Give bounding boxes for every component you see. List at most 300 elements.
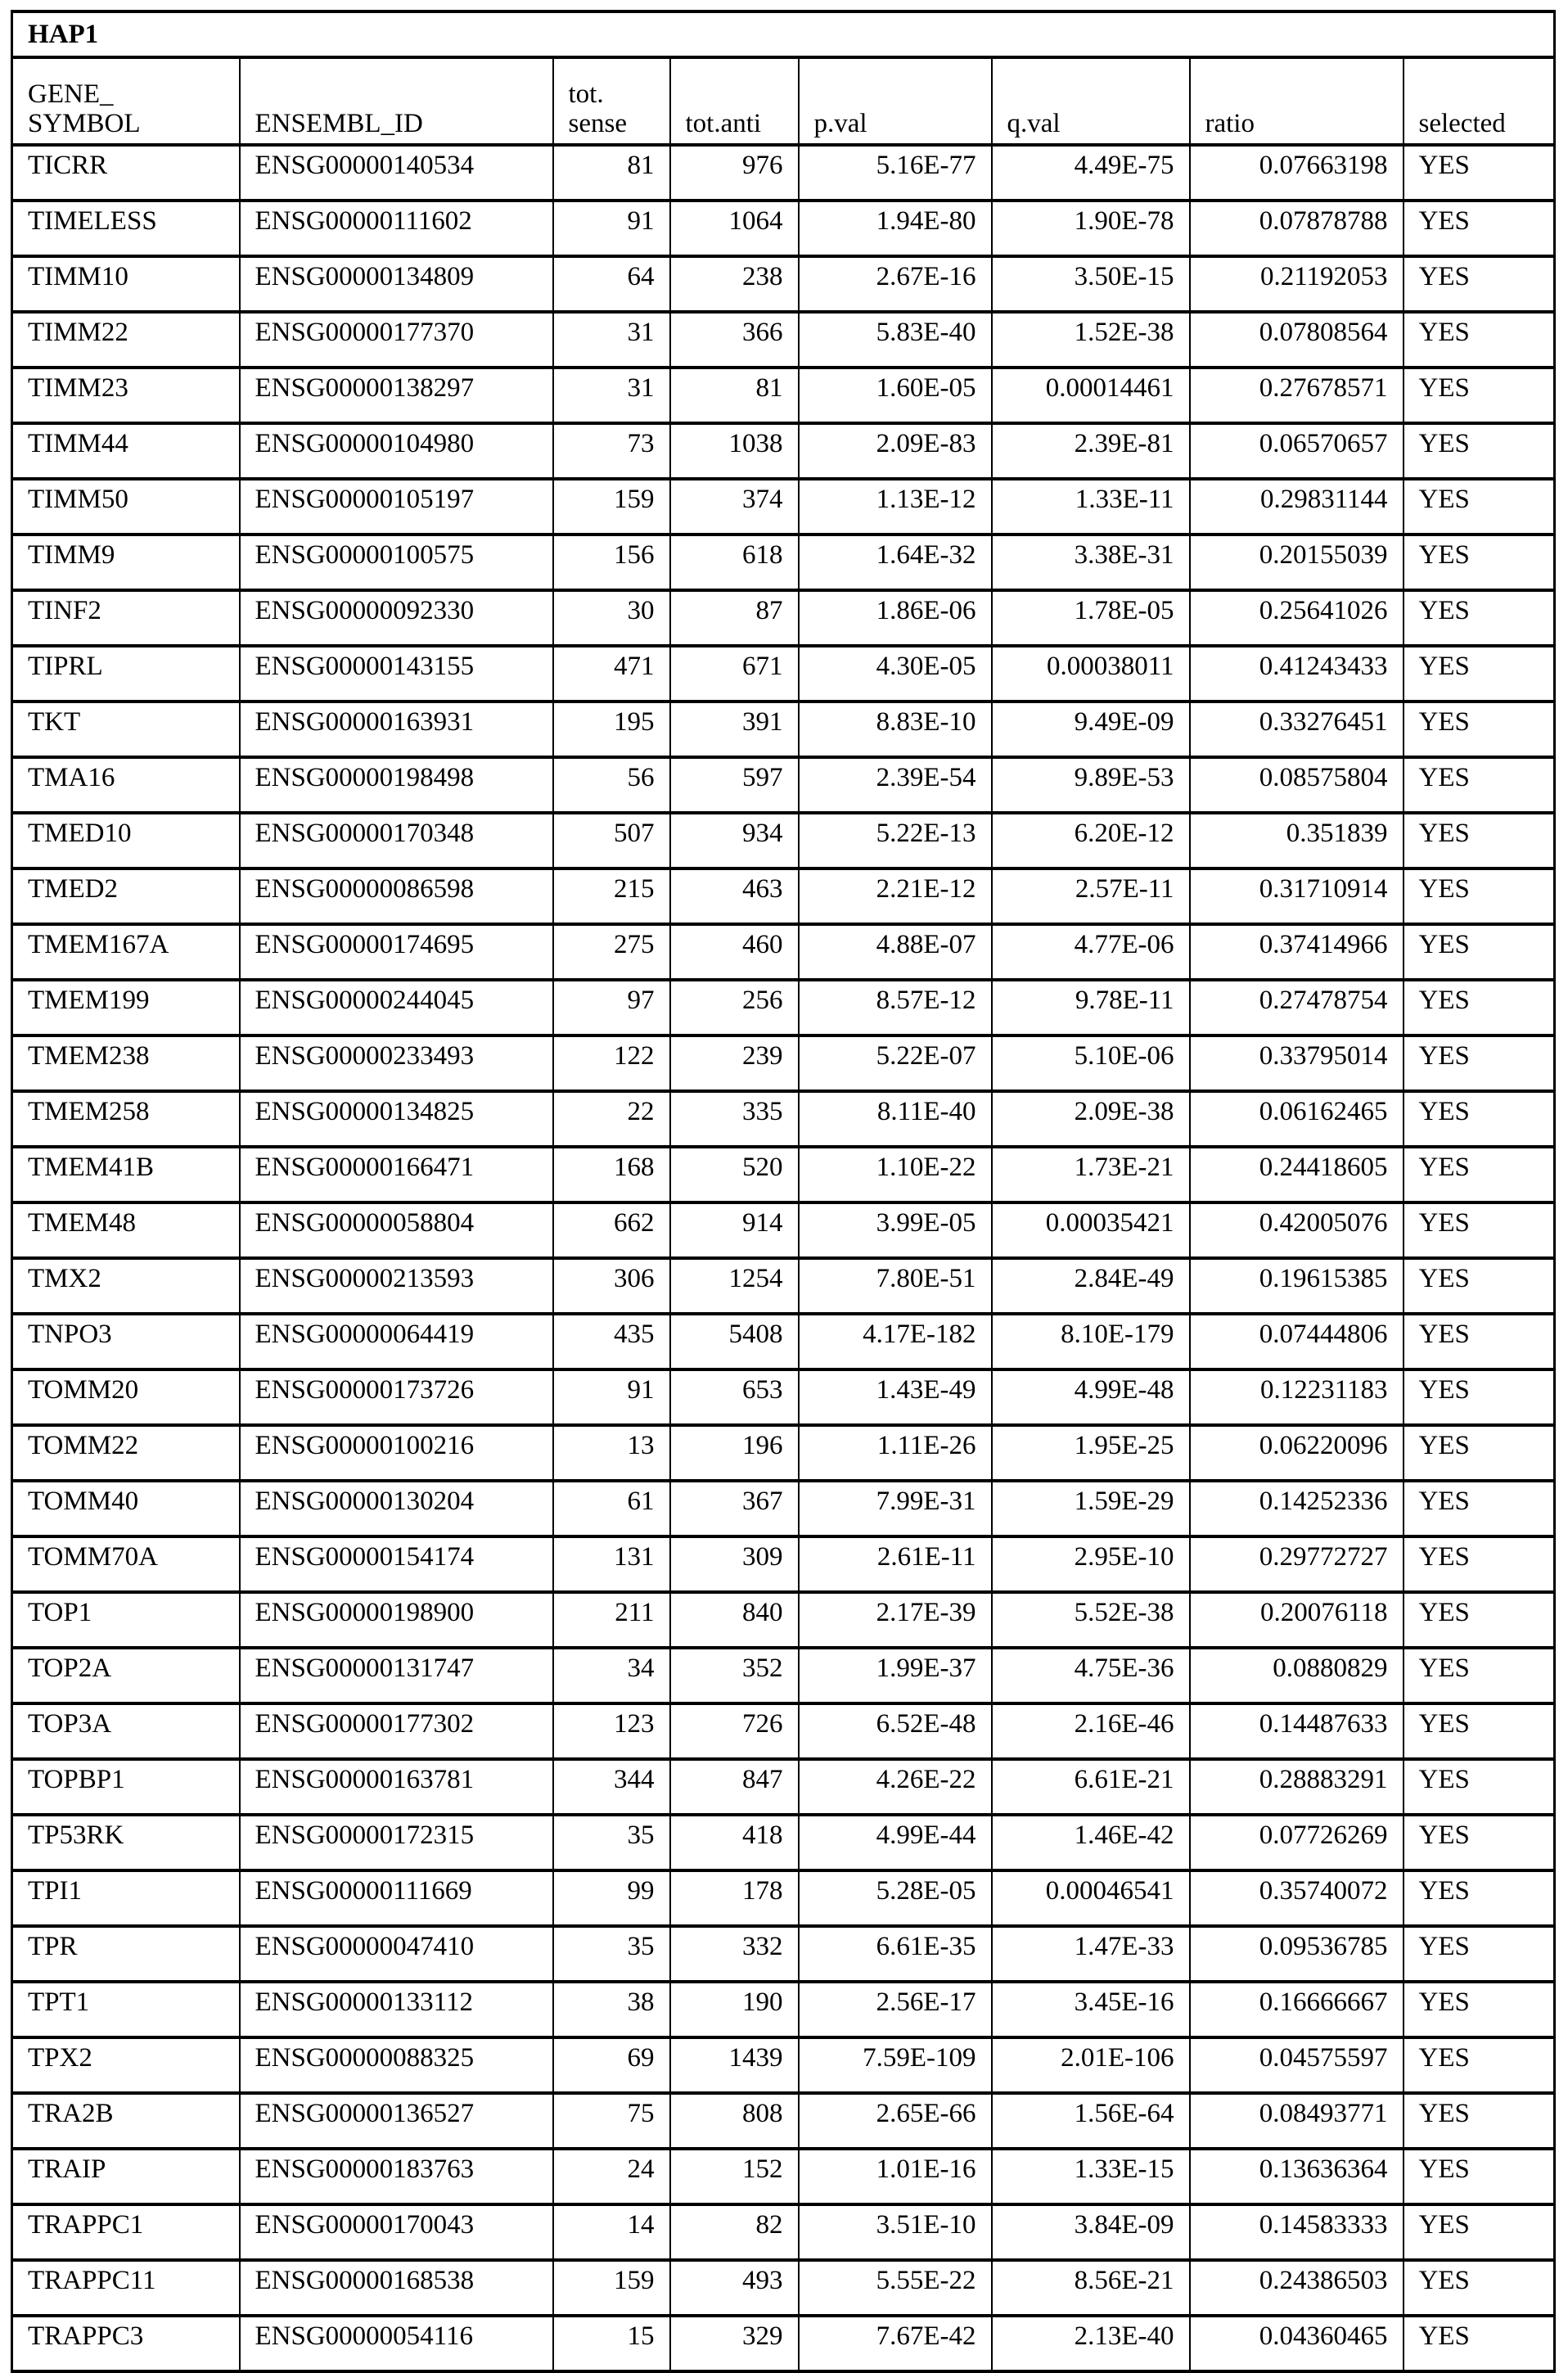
gene-symbol-cell: TOMM70A <box>12 1536 240 1592</box>
q-val-cell: 2.09E-38 <box>992 1091 1190 1147</box>
q-val-cell: 3.38E-31 <box>992 535 1190 590</box>
column-header-row <box>12 57 1555 145</box>
table-row <box>12 1926 1555 1982</box>
tot-sense-cell: 30 <box>553 590 670 646</box>
q-val-cell: 9.89E-53 <box>992 757 1190 813</box>
table-row <box>12 1369 1555 1425</box>
p-val-cell: 2.09E-83 <box>799 423 992 479</box>
ratio-cell: 0.25641026 <box>1190 590 1404 646</box>
gene-symbol-cell: TPR <box>12 1926 240 1982</box>
ratio-cell: 0.37414966 <box>1190 924 1404 980</box>
gene-symbol-cell: TPI1 <box>12 1870 240 1926</box>
p-val-cell: 1.11E-26 <box>799 1425 992 1481</box>
tot-sense-cell: 211 <box>553 1592 670 1648</box>
tot-sense-cell: 24 <box>553 2149 670 2204</box>
p-val-cell: 6.61E-35 <box>799 1926 992 1982</box>
table-row <box>12 924 1555 980</box>
tot-sense-cell: 195 <box>553 702 670 757</box>
q-val-cell: 5.52E-38 <box>992 1592 1190 1648</box>
tot-sense-cell: 344 <box>553 1759 670 1815</box>
tot-anti-cell: 309 <box>670 1536 799 1592</box>
ensembl-id-cell: ENSG00000092330 <box>240 590 553 646</box>
ratio-cell: 0.06570657 <box>1190 423 1404 479</box>
selected-cell: YES <box>1404 702 1555 757</box>
table-row <box>12 1648 1555 1703</box>
p-val-cell: 1.64E-32 <box>799 535 992 590</box>
tot-sense-cell: 81 <box>553 145 670 201</box>
ratio-cell: 0.09536785 <box>1190 1926 1404 1982</box>
p-val-cell: 5.16E-77 <box>799 145 992 201</box>
tot-sense-cell: 168 <box>553 1147 670 1202</box>
gene-symbol-cell: TMA16 <box>12 757 240 813</box>
table-row <box>12 423 1555 479</box>
q-val-cell: 2.16E-46 <box>992 1703 1190 1759</box>
tot-anti-cell: 238 <box>670 256 799 312</box>
q-val-cell: 6.61E-21 <box>992 1759 1190 1815</box>
tot-anti-cell: 82 <box>670 2204 799 2260</box>
tot-anti-cell: 196 <box>670 1425 799 1481</box>
selected-cell: YES <box>1404 1592 1555 1648</box>
p-val-cell: 2.21E-12 <box>799 868 992 924</box>
ensembl-id-cell: ENSG00000177302 <box>240 1703 553 1759</box>
selected-cell: YES <box>1404 535 1555 590</box>
q-val-cell: 1.33E-15 <box>992 2149 1190 2204</box>
gene-symbol-cell: TIMM44 <box>12 423 240 479</box>
ratio-cell: 0.14252336 <box>1190 1481 1404 1536</box>
tot-anti-cell: 1254 <box>670 1258 799 1314</box>
gene-symbol-cell: TMEM258 <box>12 1091 240 1147</box>
tot-sense-cell: 215 <box>553 868 670 924</box>
ratio-cell: 0.14487633 <box>1190 1703 1404 1759</box>
tot-anti-cell: 460 <box>670 924 799 980</box>
selected-cell: YES <box>1404 1425 1555 1481</box>
tot-sense-cell: 507 <box>553 813 670 868</box>
tot-anti-cell: 520 <box>670 1147 799 1202</box>
ratio-cell: 0.14583333 <box>1190 2204 1404 2260</box>
p-val-cell: 5.22E-13 <box>799 813 992 868</box>
table-row <box>12 1703 1555 1759</box>
selected-cell: YES <box>1404 1870 1555 1926</box>
ratio-cell: 0.08493771 <box>1190 2093 1404 2149</box>
q-val-cell: 1.52E-38 <box>992 312 1190 368</box>
gene-symbol-cell: TNPO3 <box>12 1314 240 1369</box>
tot-anti-cell: 5408 <box>670 1314 799 1369</box>
selected-cell: YES <box>1404 201 1555 256</box>
gene-symbol-cell: TMEM167A <box>12 924 240 980</box>
tot-anti-cell: 840 <box>670 1592 799 1648</box>
table-row <box>12 256 1555 312</box>
table-row <box>12 145 1555 201</box>
q-val-cell: 2.95E-10 <box>992 1536 1190 1592</box>
table-row <box>12 2260 1555 2316</box>
ensembl-id-cell: ENSG00000183763 <box>240 2149 553 2204</box>
q-val-cell: 2.39E-81 <box>992 423 1190 479</box>
ensembl-id-cell: ENSG00000154174 <box>240 1536 553 1592</box>
gene-symbol-cell: TRA2B <box>12 2093 240 2149</box>
table-row <box>12 2093 1555 2149</box>
gene-symbol-cell: TOPBP1 <box>12 1759 240 1815</box>
tot-anti-cell: 671 <box>670 646 799 702</box>
p-val-cell: 2.67E-16 <box>799 256 992 312</box>
ensembl-id-cell: ENSG00000136527 <box>240 2093 553 2149</box>
tot-sense-cell: 35 <box>553 1815 670 1870</box>
gene-symbol-cell: TMEM238 <box>12 1035 240 1091</box>
ratio-cell: 0.07808564 <box>1190 312 1404 368</box>
ensembl-id-cell: ENSG00000170348 <box>240 813 553 868</box>
q-val-cell: 2.84E-49 <box>992 1258 1190 1314</box>
gene-symbol-cell: TP53RK <box>12 1815 240 1870</box>
ratio-cell: 0.07663198 <box>1190 145 1404 201</box>
selected-cell: YES <box>1404 2149 1555 2204</box>
ensembl-id-cell: ENSG00000047410 <box>240 1926 553 1982</box>
selected-cell: YES <box>1404 2260 1555 2316</box>
selected-cell: YES <box>1404 1815 1555 1870</box>
gene-symbol-cell: TICRR <box>12 145 240 201</box>
p-val-cell: 1.94E-80 <box>799 201 992 256</box>
header-gene-symbol: GENE_ SYMBOL <box>12 57 240 145</box>
gene-symbol-cell: TIMM22 <box>12 312 240 368</box>
ensembl-id-cell: ENSG00000213593 <box>240 1258 553 1314</box>
tot-anti-cell: 618 <box>670 535 799 590</box>
header-selected: selected <box>1404 57 1555 145</box>
tot-anti-cell: 239 <box>670 1035 799 1091</box>
q-val-cell: 2.01E-106 <box>992 2037 1190 2093</box>
ensembl-id-cell: ENSG00000054116 <box>240 2316 553 2371</box>
ratio-cell: 0.35740072 <box>1190 1870 1404 1926</box>
ratio-cell: 0.07726269 <box>1190 1815 1404 1870</box>
ensembl-id-cell: ENSG00000198900 <box>240 1592 553 1648</box>
gene-symbol-cell: TMEM48 <box>12 1202 240 1258</box>
p-val-cell: 2.17E-39 <box>799 1592 992 1648</box>
q-val-cell: 1.47E-33 <box>992 1926 1190 1982</box>
q-val-cell: 1.90E-78 <box>992 201 1190 256</box>
gene-symbol-cell: TOMM22 <box>12 1425 240 1481</box>
header-tot-anti: tot.anti <box>670 57 799 145</box>
tot-sense-cell: 15 <box>553 2316 670 2371</box>
ratio-cell: 0.04575597 <box>1190 2037 1404 2093</box>
ensembl-id-cell: ENSG00000177370 <box>240 312 553 368</box>
q-val-cell: 1.73E-21 <box>992 1147 1190 1202</box>
table-row <box>12 702 1555 757</box>
tot-sense-cell: 156 <box>553 535 670 590</box>
gene-symbol-cell: TPT1 <box>12 1982 240 2037</box>
ratio-cell: 0.04360465 <box>1190 2316 1404 2371</box>
tot-sense-cell: 64 <box>553 256 670 312</box>
tot-sense-cell: 159 <box>553 479 670 535</box>
tot-sense-cell: 73 <box>553 423 670 479</box>
q-val-cell: 9.78E-11 <box>992 980 1190 1035</box>
gene-symbol-cell: TIMM10 <box>12 256 240 312</box>
table-row <box>12 1870 1555 1926</box>
tot-anti-cell: 1038 <box>670 423 799 479</box>
tot-anti-cell: 367 <box>670 1481 799 1536</box>
table-row <box>12 368 1555 423</box>
p-val-cell: 4.30E-05 <box>799 646 992 702</box>
tot-anti-cell: 726 <box>670 1703 799 1759</box>
q-val-cell: 3.45E-16 <box>992 1982 1190 2037</box>
selected-cell: YES <box>1404 1314 1555 1369</box>
ratio-cell: 0.24418605 <box>1190 1147 1404 1202</box>
q-val-cell: 0.00014461 <box>992 368 1190 423</box>
p-val-cell: 4.26E-22 <box>799 1759 992 1815</box>
q-val-cell: 4.77E-06 <box>992 924 1190 980</box>
ensembl-id-cell: ENSG00000173726 <box>240 1369 553 1425</box>
ratio-cell: 0.27478754 <box>1190 980 1404 1035</box>
tot-anti-cell: 178 <box>670 1870 799 1926</box>
table-row <box>12 646 1555 702</box>
selected-cell: YES <box>1404 590 1555 646</box>
table-row <box>12 1091 1555 1147</box>
table-row <box>12 1481 1555 1536</box>
ensembl-id-cell: ENSG00000140534 <box>240 145 553 201</box>
tot-anti-cell: 463 <box>670 868 799 924</box>
table-row <box>12 2316 1555 2371</box>
p-val-cell: 7.99E-31 <box>799 1481 992 1536</box>
selected-cell: YES <box>1404 1648 1555 1703</box>
ratio-cell: 0.41243433 <box>1190 646 1404 702</box>
ensembl-id-cell: ENSG00000174695 <box>240 924 553 980</box>
tot-sense-cell: 97 <box>553 980 670 1035</box>
ensembl-id-cell: ENSG00000100216 <box>240 1425 553 1481</box>
p-val-cell: 6.52E-48 <box>799 1703 992 1759</box>
table-row <box>12 813 1555 868</box>
p-val-cell: 4.17E-182 <box>799 1314 992 1369</box>
tot-anti-cell: 374 <box>670 479 799 535</box>
p-val-cell: 2.61E-11 <box>799 1536 992 1592</box>
q-val-cell: 9.49E-09 <box>992 702 1190 757</box>
table-row <box>12 1536 1555 1592</box>
ensembl-id-cell: ENSG00000134825 <box>240 1091 553 1147</box>
selected-cell: YES <box>1404 980 1555 1035</box>
tot-sense-cell: 275 <box>553 924 670 980</box>
selected-cell: YES <box>1404 1926 1555 1982</box>
tot-anti-cell: 352 <box>670 1648 799 1703</box>
header-tot-sense: tot. sense <box>553 57 670 145</box>
gene-symbol-cell: TIMM50 <box>12 479 240 535</box>
q-val-cell: 3.50E-15 <box>992 256 1190 312</box>
tot-sense-cell: 99 <box>553 1870 670 1926</box>
tot-anti-cell: 190 <box>670 1982 799 2037</box>
ratio-cell: 0.28883291 <box>1190 1759 1404 1815</box>
p-val-cell: 1.13E-12 <box>799 479 992 535</box>
ensembl-id-cell: ENSG00000100575 <box>240 535 553 590</box>
table-row <box>12 1147 1555 1202</box>
tot-sense-cell: 61 <box>553 1481 670 1536</box>
selected-cell: YES <box>1404 1035 1555 1091</box>
table-row <box>12 1425 1555 1481</box>
ensembl-id-cell: ENSG00000170043 <box>240 2204 553 2260</box>
selected-cell: YES <box>1404 368 1555 423</box>
gene-symbol-cell: TOMM20 <box>12 1369 240 1425</box>
tot-sense-cell: 31 <box>553 368 670 423</box>
tot-anti-cell: 332 <box>670 1926 799 1982</box>
table-row <box>12 1314 1555 1369</box>
tot-sense-cell: 435 <box>553 1314 670 1369</box>
ratio-cell: 0.13636364 <box>1190 2149 1404 2204</box>
q-val-cell: 4.99E-48 <box>992 1369 1190 1425</box>
table-row <box>12 2204 1555 2260</box>
tot-sense-cell: 22 <box>553 1091 670 1147</box>
ratio-cell: 0.07444806 <box>1190 1314 1404 1369</box>
ensembl-id-cell: ENSG00000064419 <box>240 1314 553 1369</box>
gene-symbol-cell: TOP2A <box>12 1648 240 1703</box>
tot-sense-cell: 56 <box>553 757 670 813</box>
table-row <box>12 1035 1555 1091</box>
selected-cell: YES <box>1404 145 1555 201</box>
tot-anti-cell: 653 <box>670 1369 799 1425</box>
ensembl-id-cell: ENSG00000163931 <box>240 702 553 757</box>
tot-sense-cell: 13 <box>553 1425 670 1481</box>
tot-anti-cell: 976 <box>670 145 799 201</box>
tot-sense-cell: 306 <box>553 1258 670 1314</box>
gene-table <box>11 10 1556 2373</box>
q-val-cell: 4.49E-75 <box>992 145 1190 201</box>
ratio-cell: 0.07878788 <box>1190 201 1404 256</box>
ensembl-id-cell: ENSG00000233493 <box>240 1035 553 1091</box>
tot-anti-cell: 81 <box>670 368 799 423</box>
p-val-cell: 8.11E-40 <box>799 1091 992 1147</box>
tot-sense-cell: 131 <box>553 1536 670 1592</box>
table-row <box>12 535 1555 590</box>
ratio-cell: 0.08575804 <box>1190 757 1404 813</box>
gene-symbol-cell: TOP3A <box>12 1703 240 1759</box>
tot-sense-cell: 91 <box>553 201 670 256</box>
ensembl-id-cell: ENSG00000105197 <box>240 479 553 535</box>
gene-symbol-cell: TIMELESS <box>12 201 240 256</box>
tot-sense-cell: 122 <box>553 1035 670 1091</box>
table-row <box>12 1592 1555 1648</box>
table-row <box>12 590 1555 646</box>
tot-sense-cell: 31 <box>553 312 670 368</box>
table-title: HAP1 <box>12 11 1555 57</box>
table-row <box>12 1258 1555 1314</box>
tot-sense-cell: 38 <box>553 1982 670 2037</box>
tot-anti-cell: 493 <box>670 2260 799 2316</box>
q-val-cell: 1.95E-25 <box>992 1425 1190 1481</box>
ensembl-id-cell: ENSG00000088325 <box>240 2037 553 2093</box>
selected-cell: YES <box>1404 924 1555 980</box>
selected-cell: YES <box>1404 757 1555 813</box>
table-row <box>12 2149 1555 2204</box>
p-val-cell: 1.10E-22 <box>799 1147 992 1202</box>
table-row <box>12 312 1555 368</box>
tot-anti-cell: 391 <box>670 702 799 757</box>
table-row <box>12 2037 1555 2093</box>
selected-cell: YES <box>1404 1091 1555 1147</box>
ensembl-id-cell: ENSG00000244045 <box>240 980 553 1035</box>
selected-cell: YES <box>1404 423 1555 479</box>
selected-cell: YES <box>1404 646 1555 702</box>
selected-cell: YES <box>1404 1258 1555 1314</box>
ensembl-id-cell: ENSG00000131747 <box>240 1648 553 1703</box>
ratio-cell: 0.16666667 <box>1190 1982 1404 2037</box>
table-row <box>12 980 1555 1035</box>
ensembl-id-cell: ENSG00000166471 <box>240 1147 553 1202</box>
tot-anti-cell: 87 <box>670 590 799 646</box>
tot-anti-cell: 914 <box>670 1202 799 1258</box>
ratio-cell: 0.20076118 <box>1190 1592 1404 1648</box>
tot-anti-cell: 335 <box>670 1091 799 1147</box>
p-val-cell: 1.86E-06 <box>799 590 992 646</box>
tot-sense-cell: 69 <box>553 2037 670 2093</box>
ratio-cell: 0.21192053 <box>1190 256 1404 312</box>
q-val-cell: 1.33E-11 <box>992 479 1190 535</box>
ensembl-id-cell: ENSG00000133112 <box>240 1982 553 2037</box>
gene-symbol-cell: TMX2 <box>12 1258 240 1314</box>
q-val-cell: 2.13E-40 <box>992 2316 1190 2371</box>
q-val-cell: 8.10E-179 <box>992 1314 1190 1369</box>
ratio-cell: 0.29772727 <box>1190 1536 1404 1592</box>
ensembl-id-cell: ENSG00000143155 <box>240 646 553 702</box>
gene-symbol-cell: TKT <box>12 702 240 757</box>
ensembl-id-cell: ENSG00000168538 <box>240 2260 553 2316</box>
tot-sense-cell: 159 <box>553 2260 670 2316</box>
ensembl-id-cell: ENSG00000130204 <box>240 1481 553 1536</box>
q-val-cell: 1.46E-42 <box>992 1815 1190 1870</box>
p-val-cell: 7.67E-42 <box>799 2316 992 2371</box>
tot-sense-cell: 34 <box>553 1648 670 1703</box>
selected-cell: YES <box>1404 1703 1555 1759</box>
selected-cell: YES <box>1404 1536 1555 1592</box>
ensembl-id-cell: ENSG00000104980 <box>240 423 553 479</box>
table-row <box>12 1759 1555 1815</box>
selected-cell: YES <box>1404 1202 1555 1258</box>
selected-cell: YES <box>1404 1481 1555 1536</box>
gene-symbol-cell: TOMM40 <box>12 1481 240 1536</box>
ensembl-id-cell: ENSG00000134809 <box>240 256 553 312</box>
header-ratio: ratio <box>1190 57 1404 145</box>
ratio-cell: 0.20155039 <box>1190 535 1404 590</box>
ensembl-id-cell: ENSG00000198498 <box>240 757 553 813</box>
tot-anti-cell: 808 <box>670 2093 799 2149</box>
table-row <box>12 1202 1555 1258</box>
ratio-cell: 0.42005076 <box>1190 1202 1404 1258</box>
table-title-row <box>12 11 1555 57</box>
gene-symbol-cell: TRAPPC11 <box>12 2260 240 2316</box>
selected-cell: YES <box>1404 813 1555 868</box>
ratio-cell: 0.12231183 <box>1190 1369 1404 1425</box>
q-val-cell: 0.00038011 <box>992 646 1190 702</box>
p-val-cell: 2.39E-54 <box>799 757 992 813</box>
header-p-val: p.val <box>799 57 992 145</box>
ratio-cell: 0.27678571 <box>1190 368 1404 423</box>
p-val-cell: 5.28E-05 <box>799 1870 992 1926</box>
ratio-cell: 0.351839 <box>1190 813 1404 868</box>
tot-sense-cell: 35 <box>553 1926 670 1982</box>
ratio-cell: 0.29831144 <box>1190 479 1404 535</box>
table-row <box>12 1982 1555 2037</box>
q-val-cell: 3.84E-09 <box>992 2204 1190 2260</box>
gene-symbol-cell: TIMM23 <box>12 368 240 423</box>
table-row <box>12 868 1555 924</box>
gene-symbol-cell: TINF2 <box>12 590 240 646</box>
q-val-cell: 1.78E-05 <box>992 590 1190 646</box>
p-val-cell: 4.88E-07 <box>799 924 992 980</box>
p-val-cell: 2.65E-66 <box>799 2093 992 2149</box>
q-val-cell: 1.59E-29 <box>992 1481 1190 1536</box>
p-val-cell: 7.59E-109 <box>799 2037 992 2093</box>
gene-symbol-cell: TOP1 <box>12 1592 240 1648</box>
selected-cell: YES <box>1404 1369 1555 1425</box>
ratio-cell: 0.06162465 <box>1190 1091 1404 1147</box>
gene-symbol-cell: TIPRL <box>12 646 240 702</box>
selected-cell: YES <box>1404 868 1555 924</box>
ratio-cell: 0.24386503 <box>1190 2260 1404 2316</box>
table-row <box>12 1815 1555 1870</box>
selected-cell: YES <box>1404 479 1555 535</box>
gene-symbol-cell: TRAPPC3 <box>12 2316 240 2371</box>
p-val-cell: 5.83E-40 <box>799 312 992 368</box>
